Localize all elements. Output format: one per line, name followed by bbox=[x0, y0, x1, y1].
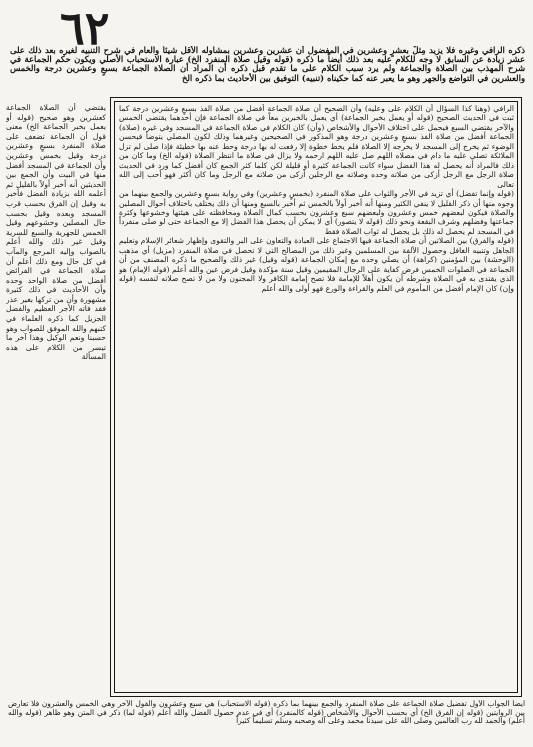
main-paragraph: الرافي (وهنا كذا السؤال أن الكلام على وعليه) وأن الصحيح أن صلاة الجماعة أفضل من صلاة الفذ بسبعٍ وعشرين درجة كما ثبت في الحديث الصحيح (قوله أو يعمل بخبر الجماعة) أي يعمل بالخبرين معاً في صلاة الجماعة فإن أحدهما يقتضي الخمس والآخر يقتضي السبع فيحمل على اختلاف الأحوال والأشخاص (وأن) كان الكلام في صلاة الجماعة في المسجد وفي غيره (صلاة) الجماعة أفضل من صلاة الفذ بسبعٍ وعشرين درجة وهو المذكور في الصحيحين وغيرهما وذلك لكون المصلي يتوضأ فيحسن الوضوء ثم يخرج إلى المسجد لا يخرجه إلا الصلاة فلم يخط خطوة إلا رفعت له بها درجة وحط عنه بها خطيئة فإذا صلى لم تزل الملائكة تصلي عليه ما دام في مصلاه اللهم صل عليه اللهم ارحمه ولا يزال في صلاة ما انتظر الصلاة (قوله الخ) وما كان من ذلك فالمراد أنه يحصل له هذا الفضل سواء كانت الجماعة كثيرة أو قليلة لكن كلما كثر الجمع كان أفضل كما ورد في الحديث صلاة الرجل مع الرجل أزكى من صلاته وحده وصلاته مع الرجلين أزكى من صلاته مع الرجل وما كان أكثر فهو أحب إلى الله تعالى bbox=[119, 104, 514, 189]
main-text-frame bbox=[110, 97, 522, 697]
main-paragraph: (قوله وإنما تفضل) أي تزيد في الأجر والثواب على صلاة المنفرد (بخمسٍ وعشرين) وفي رواية بسبعٍ وعشرين والجمع بينهما من وجوه منها أن ذكر القليل لا ينفي الكثير ومنها أنه أخبر أولاً بالخمس ثم أخبر بالسبع ومنها أن ذلك يختلف باختلاف أحوال المصلين والصلاة فيكون لبعضهم خمس وعشرون ولبعضهم سبع وعشرون بحسب كمال الصلاة ومحافظته على هيئتها وخشوعها وكثرة جماعتها وفضلهم وشرف البقعة ونحو ذلك (قوله لا يتصور) أي لا يمكن أن يحصل هذا الفضل إلا مع الجماعة حتى لو صلى منفرداً في المسجد لم يحصل له ذلك بل يحصل له ثواب الصلاة فقط bbox=[119, 189, 514, 236]
page-number: ٦٢ bbox=[60, 1, 110, 55]
margin-commentary: يقتضي أن الصلاة الجماعة كعشرين وهو صحيح (قوله أو يعمل بخبر الجماعة الخ) معنى قول أن الجماعة تضعف على صلاة المنفرد بسبعٍ وعشرين درجة وقيل بخمس وعشرين وأن الجماعة في المسجد أفضل منها في البيت وأن الجمع بين الحديثين أنه أخبر أولاً بالقليل ثم أعلمه الله بزيادة الفضل فأخبر به وقيل إن الفرق بحسب قرب المسجد وبعده وقيل بحسب حال المصلين وخشوعهم وقيل الخمس للجهرية والسبع للسرية وقيل غير ذلك والله أعلم بالصواب وإليه المرجع والمآب في كل حال ومع ذلك أعلم أن صلاة الجماعة في الفرائض أفضل من صلاة الواحد وحده وأن الأحاديث في ذلك كثيرة مشهورة وأن من تركها بغير عذر فقد فاته الأجر العظيم والفضل الجزيل كما ذكره العلماء في كتبهم والله الموفق للصواب وهو حسبنا ونعم الوكيل وهذا آخر ما تيسر من الكلام على هذه المسألة bbox=[6, 103, 106, 362]
main-text bbox=[119, 104, 514, 690]
main-paragraph: (قوله والفرق) بين الصلاتين أن صلاة الجماعة فيها الاجتماع على العبادة والتعاون على البر والتقوى وإظهار شعائر الإسلام وتعليم الجاهل وتنبيه الغافل وحصول الألفة بين المسلمين وغير ذلك من المصالح التي لا تحصل في صلاة المنفرد (مزيل) أي مذهب (الوحشة) بين المؤمنين (كراهة) أن يصلي وحده مع إمكان الجماعة (قوله وقيل) غير ذلك والصحيح ما ذكره المصنف من أن الجماعة في الصلوات الخمس فرض كفاية على الرجال المقيمين وقيل سنة مؤكدة وقيل فرض عين والله أعلم (قوله الإمام) هو الذي يقتدى به في الصلاة وشرطه أن يكون أهلاً للإمامة فلا تصح إمامة الكافر ولا المجنون ولا من لا تصح صلاته لنفسه (قوله وإن) كان الإمام أفضل من المأموم في العلم والقراءة والورع فهو أولى والله أعلم bbox=[119, 236, 514, 293]
top-commentary: ذكره الرافي وغيره فلا يزيد مِثلٌ بعشرٍ وعشرين في المفضول أن عشرين وعشرين بمشاوله الأقل شيئاً والعام في شرح التنبيه لغيره بعد ذلك على عشر زيادة عن السابق لا وجه للكلام عليه بعد ذلك أيضاً ما ذكره (قوله وقيل صلاة المنفرد الخ) عبارة الاستحباب الأصلي ويكون حكم الجماعة في شرح المهذب بين الصلاة والجماعة ولم يرد سبب الكلام على ما تقدم قبل ذكره أن المراد أن الصلاة الجماعة بسبعٍ وعشرين درجة والخمس والعشرين في التواضع والجهر وهو ما يعبر عنه كما حكيناه (تنبيه) التوفيق بين الأحاديث بما ذكره الخ bbox=[10, 46, 525, 83]
footer-commentary: أيضاً الجواب الأول تفضيل صلاة الجماعة على صلاة المنفرد والجمع بينهما بما ذكره (قوله الاستحباب) هي سبع وعشرون والقول الآخر وهي الخمس والعشرون فلا تعارض بين الروايتين (قوله إن الفرق الخ) أي بحسب الأحوال والأشخاص (قوله كالمنفرد) أي في عدم حصول الفضل والله أعلم (قوله لما) ذكر في المتن وهو ظاهر (قوله والله أعلم) والحمد لله رب العالمين وصلى الله على سيدنا محمد وعلى آله وصحبه وسلم تسليماً كثيراً bbox=[8, 700, 525, 725]
